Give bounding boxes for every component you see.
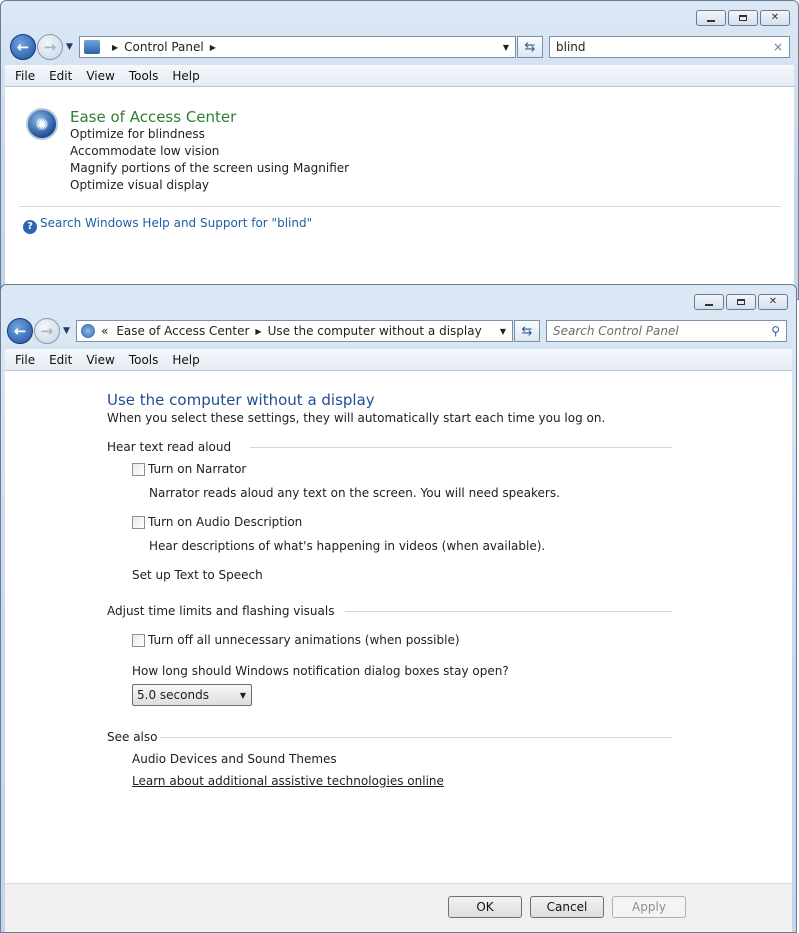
control-panel-window-front <box>0 284 797 933</box>
caption-buttons <box>696 10 790 26</box>
minimize-icon <box>705 304 713 306</box>
search-input[interactable] <box>556 40 746 54</box>
refresh-button[interactable] <box>517 36 543 58</box>
help-search-row[interactable] <box>23 216 312 234</box>
close-icon: ✕ <box>768 296 778 307</box>
maximize-button[interactable] <box>728 10 758 26</box>
ease-of-access-small-icon <box>81 324 95 338</box>
maximize-icon <box>737 299 745 305</box>
address-dropdown-icon[interactable]: ▼ <box>499 326 506 336</box>
ease-of-access-icon: ✺ <box>26 108 58 140</box>
animations-label[interactable]: Turn off all unnecessary animations (when possible) <box>148 633 460 647</box>
search-icon[interactable]: ⚲ <box>771 324 780 338</box>
breadcrumb-chevron-icon: ▶ <box>112 42 119 52</box>
search-box[interactable] <box>549 36 790 58</box>
page-subtitle: When you select these settings, they will automatically start each time you log on. <box>107 411 606 425</box>
menu-file[interactable]: File <box>15 352 36 367</box>
text-to-speech-link[interactable]: Set up Text to Speech <box>132 568 263 582</box>
menu-view[interactable]: View <box>86 68 115 83</box>
menu-help[interactable]: Help <box>172 352 200 367</box>
back-arrow-icon: ← <box>16 38 30 56</box>
link-accommodate-low-vision[interactable]: Accommodate low vision <box>70 144 220 158</box>
recent-pages-dropdown[interactable]: ▼ <box>66 42 73 52</box>
cancel-button[interactable]: Cancel <box>530 896 604 918</box>
maximize-icon <box>739 15 747 21</box>
recent-pages-dropdown[interactable]: ▼ <box>63 326 70 336</box>
search-box[interactable] <box>546 320 787 342</box>
refresh-icon: ⇆ <box>521 323 533 339</box>
minimize-icon <box>707 20 715 22</box>
link-magnifier[interactable]: Magnify portions of the screen using Magnifier <box>70 161 350 175</box>
audio-description-label[interactable]: Turn on Audio Description <box>148 515 303 529</box>
maximize-button[interactable] <box>726 294 756 310</box>
link-audio-devices[interactable]: Audio Devices and Sound Themes <box>132 752 337 766</box>
refresh-icon: ⇆ <box>524 39 536 55</box>
breadcrumb-chevron-icon[interactable]: ▶ <box>255 326 262 336</box>
breadcrumb-ease-of-access-center[interactable]: Ease of Access Center <box>116 324 250 338</box>
section-header-time-limits: Adjust time limits and flashing visuals <box>107 604 335 618</box>
link-optimize-visual-display[interactable]: Optimize visual display <box>70 178 210 192</box>
close-icon: ✕ <box>770 12 780 23</box>
divider <box>19 206 781 207</box>
chevron-down-icon: ▼ <box>239 690 246 700</box>
forward-arrow-icon: → <box>40 322 54 340</box>
link-optimize-blindness[interactable]: Optimize for blindness <box>70 127 205 141</box>
minimize-button[interactable] <box>696 10 726 26</box>
menu-tools[interactable]: Tools <box>128 68 159 83</box>
address-bar[interactable] <box>79 36 516 58</box>
breadcrumb-control-panel[interactable]: Control Panel <box>124 40 204 54</box>
control-panel-icon <box>84 40 100 54</box>
close-button[interactable] <box>758 294 788 310</box>
refresh-button[interactable] <box>514 320 540 342</box>
menu-bar <box>5 65 794 87</box>
link-assistive-technologies[interactable]: Learn about additional assistive technologies online <box>132 774 444 788</box>
narrator-label[interactable]: Turn on Narrator <box>148 462 247 476</box>
forward-button[interactable] <box>37 34 63 60</box>
menu-edit[interactable]: Edit <box>49 68 73 83</box>
section-divider <box>345 611 672 612</box>
settings-pane <box>5 371 792 886</box>
narrator-checkbox[interactable] <box>132 463 145 476</box>
notification-duration-question: How long should Windows notification dialog boxes stay open? <box>132 664 509 678</box>
search-results-pane <box>5 87 794 300</box>
control-panel-window-back <box>0 0 799 300</box>
menu-view[interactable]: View <box>86 352 115 367</box>
animations-checkbox[interactable] <box>132 634 145 647</box>
forward-button[interactable] <box>34 318 60 344</box>
help-search-link[interactable]: Search Windows Help and Support for "blind" <box>40 216 313 230</box>
close-button[interactable] <box>760 10 790 26</box>
audio-description-checkbox[interactable] <box>132 516 145 529</box>
breadcrumb-current-page[interactable]: Use the computer without a display <box>267 324 482 338</box>
menu-file[interactable]: File <box>15 68 36 83</box>
navigation-bar <box>1 32 798 66</box>
back-button[interactable] <box>7 318 33 344</box>
ok-button[interactable]: OK <box>448 896 522 918</box>
back-button[interactable] <box>10 34 36 60</box>
section-header-hear-text: Hear text read aloud <box>107 440 232 454</box>
audio-description-desc: Hear descriptions of what's happening in videos (when available). <box>149 539 546 553</box>
navigation-bar <box>1 316 796 350</box>
back-arrow-icon: ← <box>13 322 27 340</box>
clear-search-icon[interactable]: × <box>772 40 783 54</box>
address-dropdown-icon[interactable]: ▼ <box>502 42 509 52</box>
help-icon: ? <box>23 220 37 234</box>
section-divider <box>250 447 672 448</box>
search-input[interactable] <box>553 324 743 338</box>
address-bar[interactable] <box>76 320 513 342</box>
result-title[interactable]: Ease of Access Center <box>70 108 237 126</box>
breadcrumb-overflow[interactable]: « <box>101 324 109 338</box>
breadcrumb-chevron-icon[interactable]: ▶ <box>209 42 216 52</box>
menu-edit[interactable]: Edit <box>49 352 73 367</box>
section-divider <box>160 737 672 738</box>
minimize-button[interactable] <box>694 294 724 310</box>
section-header-see-also: See also <box>107 730 158 744</box>
menu-help[interactable]: Help <box>172 68 200 83</box>
page-title: Use the computer without a display <box>107 391 375 409</box>
notification-duration-value: 5.0 seconds <box>137 688 209 702</box>
notification-duration-select[interactable] <box>132 684 252 706</box>
apply-button[interactable]: Apply <box>612 896 686 918</box>
caption-buttons <box>694 294 788 310</box>
dialog-footer <box>5 883 792 932</box>
menu-tools[interactable]: Tools <box>128 352 159 367</box>
forward-arrow-icon: → <box>43 38 57 56</box>
narrator-description: Narrator reads aloud any text on the screen. You will need speakers. <box>149 486 560 500</box>
menu-bar <box>5 349 792 371</box>
